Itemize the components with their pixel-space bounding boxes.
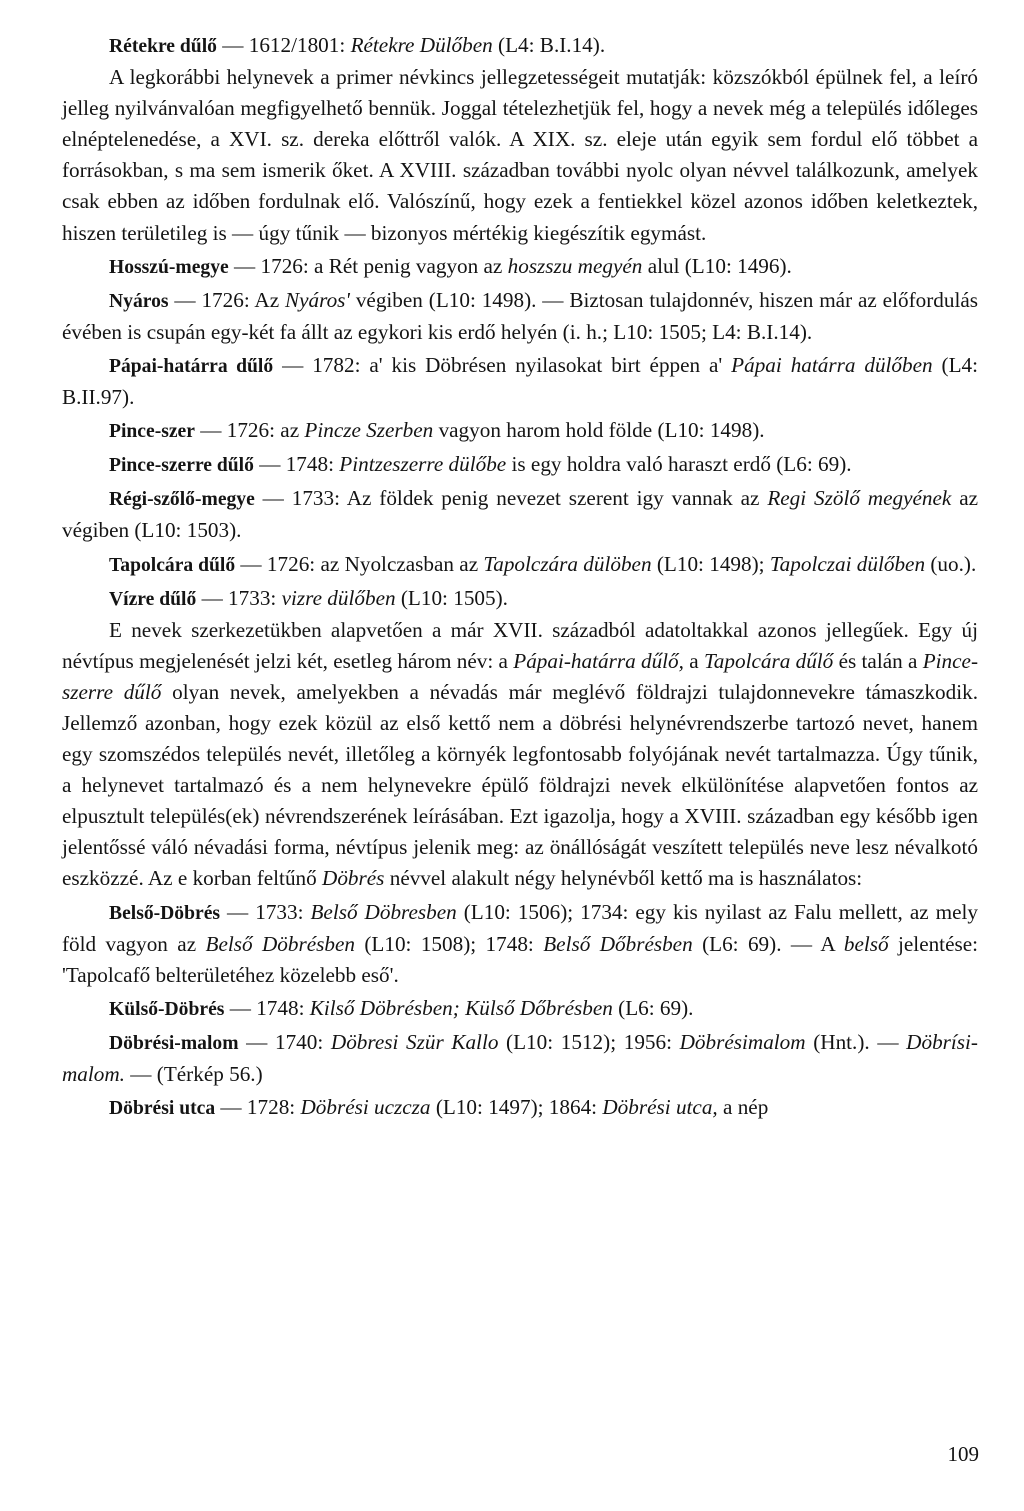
text-run: jelentése: 'Tapolcafő belterületéhez közelebb eső'. [62,931,979,987]
entry-headword: Régi-szőlő-megye [109,489,255,511]
text-run: — 1726: Az [168,287,285,312]
italic-text: Pince-szerre dűlő [62,648,979,704]
text-run: olyan nevek, amelyekben a névadás már meglévő földrajzi tulajdonnevekre támaszkodik. Jellemző azonban, hogy ezek közül az első kettő nem a döbrési helynévrendszerbe tartozó nevet, hanem egy szomszédos település nevét, illetőleg a környék legfontosabb folyójának nevét tartalmazza. Úgy tűnik, a helynevet tartalmazó és a nem helynevekre épülő földrajzi nevek elkülönítése alapvetően fontos az elpusztult település(ek) névrendszerének leírásában. Ezt igazolja, hogy a XVIII. században egy később igen jelentőssé váló névadási forma, névtípus jelenik meg: az önállóságát veszített település neve lesz névalkotó eszközzé. Az e korban feltűnő [62,679,978,891]
text-run: (L4: B.II.97). [62,352,978,410]
text-run: (L4: B.I.14). [492,33,606,57]
entry-headword: Pince-szerre dűlő [109,455,254,477]
entry-headword: Pince-szer [109,421,195,443]
dictionary-entry [62,483,978,546]
text-run: — 1733: [220,899,311,924]
dictionary-entry [62,30,978,62]
text-run: — 1733: [196,585,282,610]
text-run: (L10: 1498); [651,551,770,576]
dictionary-entry [62,251,978,283]
text-run: végiben (L10: 1498). — Biztosan tulajdonnév, hiszen már az előfordulás évében is csupán egy-két fa állt az egykori kis erdő helyén (i. h.; L10: 1505; L4: B.I.14). [62,287,978,344]
text-run: — 1733: Az földek penig nevezet szerent igy vannak az [254,486,768,511]
text-run: (L6: 69). [612,995,694,1020]
entry-headword: Rétekre dűlő [109,36,217,57]
italic-text: Nyáros' [284,287,350,312]
dictionary-entry [62,1092,978,1124]
text-run: — 1728: [215,1095,301,1120]
italic-text: Pintzeszerre dülőbe [339,452,507,477]
italic-text: Tapolczai dülőben [769,551,926,576]
entry-headword: Vízre dűlő [109,588,197,610]
dictionary-entry [62,1027,978,1090]
text-run: — 1726: az Nyolczasban az [235,551,484,576]
text-run: vagyon harom hold földe (L10: 1498). [433,418,765,443]
italic-text: Rétekre Dülőben [350,33,493,57]
text-run: — 1740: [238,1029,331,1054]
italic-text: Döbrísi-malom. [62,1029,978,1086]
italic-text: Belső Döbresben [310,899,457,924]
dictionary-entry [62,549,978,581]
italic-text: Döbresi Szür Kallo [330,1029,499,1054]
italic-text: Belső Döbrésben [205,931,355,956]
page-body [62,28,978,1124]
text-run: alul (L10: 1496). [642,253,792,278]
entry-headword: Belső-Döbrés [109,902,221,924]
italic-text: Pápai-határra dűlő, [513,648,684,673]
text-run: és talán a [833,648,923,673]
dictionary-entry [62,285,978,348]
dictionary-entry [62,449,978,481]
italic-text: Tapolczára dülöben [483,551,652,576]
dictionary-entry [62,583,978,615]
dictionary-entry [62,993,978,1025]
text-run: — 1782: a' kis Döbrésen nyilasokat birt éppen a' [273,352,732,377]
italic-text: vizre dülőben [281,585,396,610]
page-number: 109 [947,1442,979,1466]
entry-headword: Tapolcára dűlő [109,554,236,576]
text-run: E nevek szerkezetükben alapvetően a már XVII. századból adatoltakkal azonos jellegűek. Egy új névtípus megjelenését jelzi két, esetleg három név: a [62,617,978,673]
text-paragraph [62,615,978,895]
dictionary-entry [62,350,978,413]
text-run: a [683,648,704,673]
text-run: (L6: 69). — A [692,931,844,956]
text-run: a nép [717,1095,769,1120]
italic-text: Kilső Döbrésben; Külső Dőbrésben [309,995,613,1020]
text-run: névvel alakult négy helynévből kettő ma is használatos: [384,866,863,891]
text-run: — 1726: a Rét penig vagyon az [228,253,508,278]
text-run: A legkorábbi helynevek a primer névkincs jellegzetességeit mutatják: közszókból épülnek fel, a leíró jelleg nyilvánvalóan megfigyelhető bennük. Joggal tételezhetjük fel, hogy a nevek még a település időleges elnéptelenedése, a XVI. sz. dereka előttről valók. A XIX. sz. eleje után egyik sem fordul elő többet a forrásokban, s ma sem ismerik őket. A XVIII. században további nyolc olyan névvel találkozunk, amelyek csak ebben az időben fordulnak elő. Valószínű, hogy ezek a fentiekkel közel azonos időben keletkeztek, hiszen területileg is — úgy tűnik — bizonyos mértékig kiegészítik egymást. [62,65,978,245]
text-run: — 1748: [253,452,340,477]
italic-text: Döbrési uczcza [300,1095,431,1120]
text-run: is egy holdra való haraszt erdő (L6: 69). [506,452,852,477]
text-run: (L10: 1506); 1734: egy kis nyilast az Falu mellett, az mely föld vagyon az [62,899,978,956]
italic-text: Tapolcára dűlő [703,648,834,673]
text-run: (L10: 1508); 1748: [354,931,544,956]
italic-text: belső [843,931,889,956]
entry-headword: Döbrési-malom [109,1032,239,1054]
italic-text: hoszszu megyén [507,253,643,278]
text-run: — 1612/1801: [216,33,351,57]
text-run: (L10: 1505). [395,585,508,610]
text-run: — 1726: az [194,418,305,443]
entry-headword: Pápai-határra dűlő [109,355,274,377]
text-run: (L10: 1512); 1956: [498,1029,680,1054]
italic-text: Pincze Szerben [304,418,434,443]
text-run: — (Térkép 56.) [124,1062,263,1086]
entry-headword: Külső-Döbrés [109,998,225,1020]
dictionary-entry [62,415,978,447]
text-run: (uo.). [925,551,977,576]
text-paragraph [62,62,978,249]
entry-headword: Döbrési utca [109,1098,216,1120]
entry-headword: Hosszú-megye [109,256,229,278]
italic-text: Döbrés [322,866,385,891]
italic-text: Belső Dőbrésben [543,931,693,956]
dictionary-entry [62,897,978,991]
text-run: (L10: 1497); 1864: [430,1095,603,1120]
italic-text: Pápai határra dülőben [731,352,933,377]
italic-text: Regi Szölő megyének [767,486,952,511]
entry-headword: Nyáros [109,290,169,312]
italic-text: Döbrési utca, [602,1095,718,1120]
text-run: (Hnt.). — [805,1029,907,1054]
text-run: — 1748: [224,995,310,1020]
text-run: az végiben (L10: 1503). [62,486,979,543]
italic-text: Döbrésimalom [679,1029,806,1054]
